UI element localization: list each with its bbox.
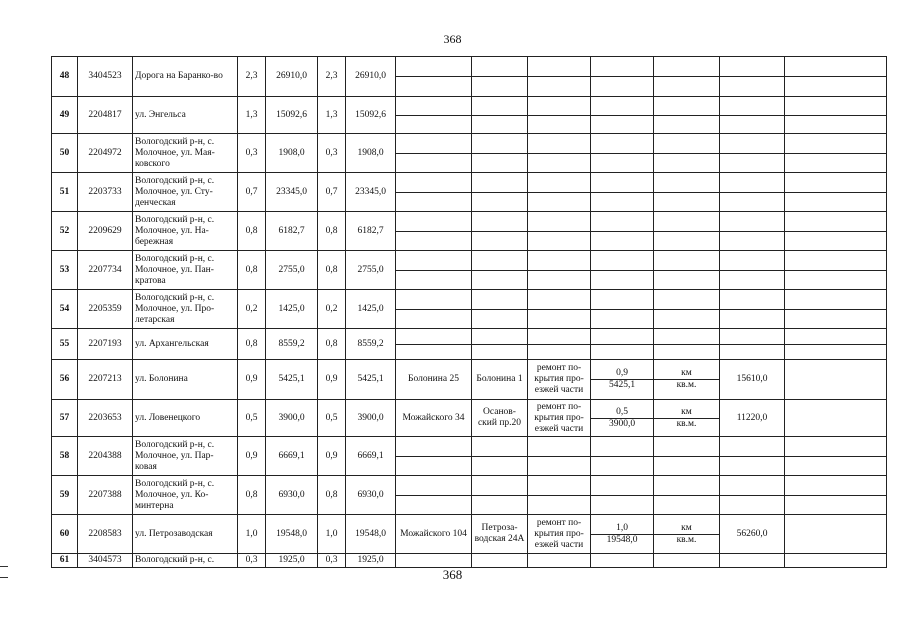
empty-cell [528, 329, 591, 360]
length-repair: 0,8 [318, 212, 346, 251]
empty-cell [472, 476, 528, 515]
length: 2,3 [238, 57, 266, 97]
table-row [52, 134, 887, 173]
length: 0,9 [238, 360, 266, 400]
quantity-value: 5425,1 [608, 380, 636, 390]
unit-value: км [654, 523, 719, 535]
empty-cell [654, 134, 720, 173]
length-repair: 0,8 [318, 476, 346, 515]
empty-cell [654, 212, 720, 251]
empty-cell [654, 57, 720, 97]
length-repair: 0,2 [318, 290, 346, 329]
unit-value: кв.м. [676, 534, 697, 545]
quantity-value: 0,5 [591, 407, 653, 419]
empty-cell [720, 97, 785, 134]
cost: 15610,0 [720, 360, 785, 400]
area-repair: 6669,1 [346, 437, 396, 476]
length-repair: 1,0 [318, 515, 346, 554]
page-number-bottom: 368 [442, 567, 463, 582]
row-number: 53 [52, 251, 78, 290]
empty-cell [396, 97, 472, 134]
area: 6930,0 [266, 476, 318, 515]
unit [654, 515, 720, 554]
table-row [52, 437, 887, 476]
length: 0,8 [238, 212, 266, 251]
area: 3900,0 [266, 400, 318, 437]
table-row [52, 360, 887, 400]
length-repair: 1,3 [318, 97, 346, 134]
empty-cell [396, 173, 472, 212]
length-repair: 0,5 [318, 400, 346, 437]
area-repair: 6182,7 [346, 212, 396, 251]
empty-cell [528, 437, 591, 476]
length-repair: 0,8 [318, 251, 346, 290]
area: 23345,0 [266, 173, 318, 212]
table-row [52, 212, 887, 251]
area: 6182,7 [266, 212, 318, 251]
road-code: 2203653 [78, 400, 133, 437]
length-repair: 0,7 [318, 173, 346, 212]
empty-cell [396, 212, 472, 251]
empty-cell [591, 57, 654, 97]
empty-cell [591, 476, 654, 515]
section-end: Болонина 1 [472, 360, 528, 400]
empty-cell [654, 251, 720, 290]
row-number: 57 [52, 400, 78, 437]
road-code: 2204388 [78, 437, 133, 476]
length: 0,8 [238, 329, 266, 360]
empty-cell [785, 57, 887, 97]
area-repair: 2755,0 [346, 251, 396, 290]
length: 0,2 [238, 290, 266, 329]
empty-cell [785, 251, 887, 290]
table-row [52, 251, 887, 290]
empty-cell [396, 134, 472, 173]
empty-cell [528, 290, 591, 329]
area-repair: 19548,0 [346, 515, 396, 554]
road-name: ул. Энгельса [133, 97, 238, 134]
quantity [591, 400, 654, 437]
length: 1,3 [238, 97, 266, 134]
empty-cell [472, 437, 528, 476]
empty-cell [472, 554, 528, 568]
area: 2755,0 [266, 251, 318, 290]
row-number: 56 [52, 360, 78, 400]
section-start: Можайского 104 [396, 515, 472, 554]
row-number: 58 [52, 437, 78, 476]
area: 1925,0 [266, 554, 318, 568]
empty-cell [472, 97, 528, 134]
empty-cell [720, 173, 785, 212]
quantity [591, 515, 654, 554]
length: 0,7 [238, 173, 266, 212]
empty-cell [785, 515, 887, 554]
row-number: 59 [52, 476, 78, 515]
area: 15092,6 [266, 97, 318, 134]
table-row [52, 57, 887, 97]
area: 6669,1 [266, 437, 318, 476]
row-number: 61 [52, 554, 78, 568]
length: 0,9 [238, 437, 266, 476]
empty-cell [396, 437, 472, 476]
empty-cell [396, 476, 472, 515]
road-name: Вологодский р-н, с. Молочное, ул. На-бережная [133, 212, 238, 251]
empty-cell [785, 437, 887, 476]
area-repair: 6930,0 [346, 476, 396, 515]
empty-cell [785, 400, 887, 437]
unit [654, 360, 720, 400]
road-code: 2209629 [78, 212, 133, 251]
unit-value: кв.м. [676, 418, 697, 429]
empty-cell [396, 329, 472, 360]
roads-table [51, 56, 887, 568]
empty-cell [528, 476, 591, 515]
empty-cell [396, 251, 472, 290]
empty-cell [785, 476, 887, 515]
work-type: ремонт по-крытия про-езжей части [528, 360, 591, 400]
table-row [52, 290, 887, 329]
empty-cell [720, 290, 785, 329]
empty-cell [528, 251, 591, 290]
unit-value: км [654, 368, 719, 380]
section-start: Болонина 25 [396, 360, 472, 400]
area-repair: 1425,0 [346, 290, 396, 329]
quantity-value: 3900,0 [608, 418, 636, 429]
empty-cell [720, 329, 785, 360]
empty-cell [654, 290, 720, 329]
road-name: Вологодский р-н, с. Молочное, ул. Пан-кратова [133, 251, 238, 290]
empty-cell [591, 134, 654, 173]
road-name: Вологодский р-н, с. Молочное, ул. Пар-ковая [133, 437, 238, 476]
area: 19548,0 [266, 515, 318, 554]
road-name: Дорога на Баранко-во [133, 57, 238, 97]
area-repair: 1908,0 [346, 134, 396, 173]
empty-cell [528, 173, 591, 212]
empty-cell [591, 97, 654, 134]
length-repair: 0,9 [318, 360, 346, 400]
length-repair: 0,3 [318, 134, 346, 173]
empty-cell [720, 57, 785, 97]
road-code: 2207193 [78, 329, 133, 360]
cost: 11220,0 [720, 400, 785, 437]
empty-cell [528, 57, 591, 97]
area-repair: 8559,2 [346, 329, 396, 360]
unit-value: кв.м. [676, 380, 697, 390]
empty-cell [591, 437, 654, 476]
table-row [52, 400, 887, 437]
road-code: 2207388 [78, 476, 133, 515]
empty-cell [785, 134, 887, 173]
empty-cell [654, 97, 720, 134]
road-name: ул. Архангельская [133, 329, 238, 360]
empty-cell [591, 212, 654, 251]
length: 0,3 [238, 134, 266, 173]
row-number: 50 [52, 134, 78, 173]
table-row [52, 173, 887, 212]
empty-cell [785, 329, 887, 360]
empty-cell [396, 554, 472, 568]
empty-cell [785, 173, 887, 212]
road-name: ул. Болонина [133, 360, 238, 400]
empty-cell [654, 554, 720, 568]
empty-cell [785, 97, 887, 134]
empty-cell [720, 437, 785, 476]
quantity [591, 360, 654, 400]
quantity-value: 0,9 [591, 368, 653, 380]
empty-cell [528, 97, 591, 134]
area: 1425,0 [266, 290, 318, 329]
road-name: ул. Петрозаводская [133, 515, 238, 554]
empty-cell [396, 57, 472, 97]
length: 0,5 [238, 400, 266, 437]
work-type: ремонт по-крытия про-езжей части [528, 515, 591, 554]
empty-cell [785, 212, 887, 251]
quantity-value: 1,0 [591, 523, 653, 535]
road-name: Вологодский р-н, с. Молочное, ул. Ко-минтерна [133, 476, 238, 515]
road-code: 2204972 [78, 134, 133, 173]
empty-cell [472, 212, 528, 251]
empty-cell [472, 251, 528, 290]
length-repair: 0,8 [318, 329, 346, 360]
section-end: Петроза-водская 24А [472, 515, 528, 554]
work-type: ремонт по-крытия про-езжей части [528, 400, 591, 437]
table-row [52, 476, 887, 515]
empty-cell [528, 212, 591, 251]
area: 26910,0 [266, 57, 318, 97]
empty-cell [720, 212, 785, 251]
empty-cell [472, 173, 528, 212]
section-end: Осанов-ский пр.20 [472, 400, 528, 437]
page-number-top: 368 [443, 32, 462, 46]
empty-cell [785, 290, 887, 329]
road-code: 2205359 [78, 290, 133, 329]
empty-cell [720, 476, 785, 515]
empty-cell [472, 329, 528, 360]
empty-cell [472, 57, 528, 97]
area-repair: 3900,0 [346, 400, 396, 437]
length: 1,0 [238, 515, 266, 554]
empty-cell [720, 554, 785, 568]
empty-cell [528, 554, 591, 568]
road-code: 3404573 [78, 554, 133, 568]
empty-cell [654, 437, 720, 476]
road-name: Вологодский р-н, с. [133, 554, 238, 568]
row-number: 51 [52, 173, 78, 212]
length-repair: 0,3 [318, 554, 346, 568]
empty-cell [591, 554, 654, 568]
row-number: 55 [52, 329, 78, 360]
empty-cell [472, 134, 528, 173]
empty-cell [720, 134, 785, 173]
road-name: Вологодский р-н, с. Молочное, ул. Про-летарская [133, 290, 238, 329]
unit [654, 400, 720, 437]
area: 5425,1 [266, 360, 318, 400]
road-code: 2207213 [78, 360, 133, 400]
area-repair: 1925,0 [346, 554, 396, 568]
length: 0,3 [238, 554, 266, 568]
empty-cell [591, 290, 654, 329]
empty-cell [654, 329, 720, 360]
length: 0,8 [238, 251, 266, 290]
quantity-value: 19548,0 [606, 534, 638, 545]
empty-cell [785, 554, 887, 568]
area-repair: 5425,1 [346, 360, 396, 400]
empty-cell [720, 251, 785, 290]
row-number: 49 [52, 97, 78, 134]
road-name: ул. Ловенецкого [133, 400, 238, 437]
road-code: 2204817 [78, 97, 133, 134]
row-number: 52 [52, 212, 78, 251]
unit-value: км [654, 407, 719, 419]
empty-cell [396, 290, 472, 329]
table-row [52, 97, 887, 134]
area: 1908,0 [266, 134, 318, 173]
area-repair: 23345,0 [346, 173, 396, 212]
road-code: 2208583 [78, 515, 133, 554]
road-name: Вологодский р-н, с. Молочное, ул. Сту-денческая [133, 173, 238, 212]
area-repair: 15092,6 [346, 97, 396, 134]
road-code: 2207734 [78, 251, 133, 290]
cost: 56260,0 [720, 515, 785, 554]
empty-cell [591, 173, 654, 212]
row-number: 60 [52, 515, 78, 554]
empty-cell [591, 251, 654, 290]
table-row [52, 554, 887, 568]
empty-cell [472, 290, 528, 329]
empty-cell [528, 134, 591, 173]
table-row [52, 515, 887, 554]
length-repair: 0,9 [318, 437, 346, 476]
empty-cell [654, 173, 720, 212]
section-start: Можайского 34 [396, 400, 472, 437]
row-number: 48 [52, 57, 78, 97]
road-name: Вологодский р-н, с. Молочное, ул. Мая-ковского [133, 134, 238, 173]
road-code: 2203733 [78, 173, 133, 212]
table-row [52, 329, 887, 360]
empty-cell [785, 360, 887, 400]
area: 8559,2 [266, 329, 318, 360]
length: 0,8 [238, 476, 266, 515]
road-code: 3404523 [78, 57, 133, 97]
area-repair: 26910,0 [346, 57, 396, 97]
length-repair: 2,3 [318, 57, 346, 97]
row-number: 54 [52, 290, 78, 329]
empty-cell [654, 476, 720, 515]
empty-cell [591, 329, 654, 360]
